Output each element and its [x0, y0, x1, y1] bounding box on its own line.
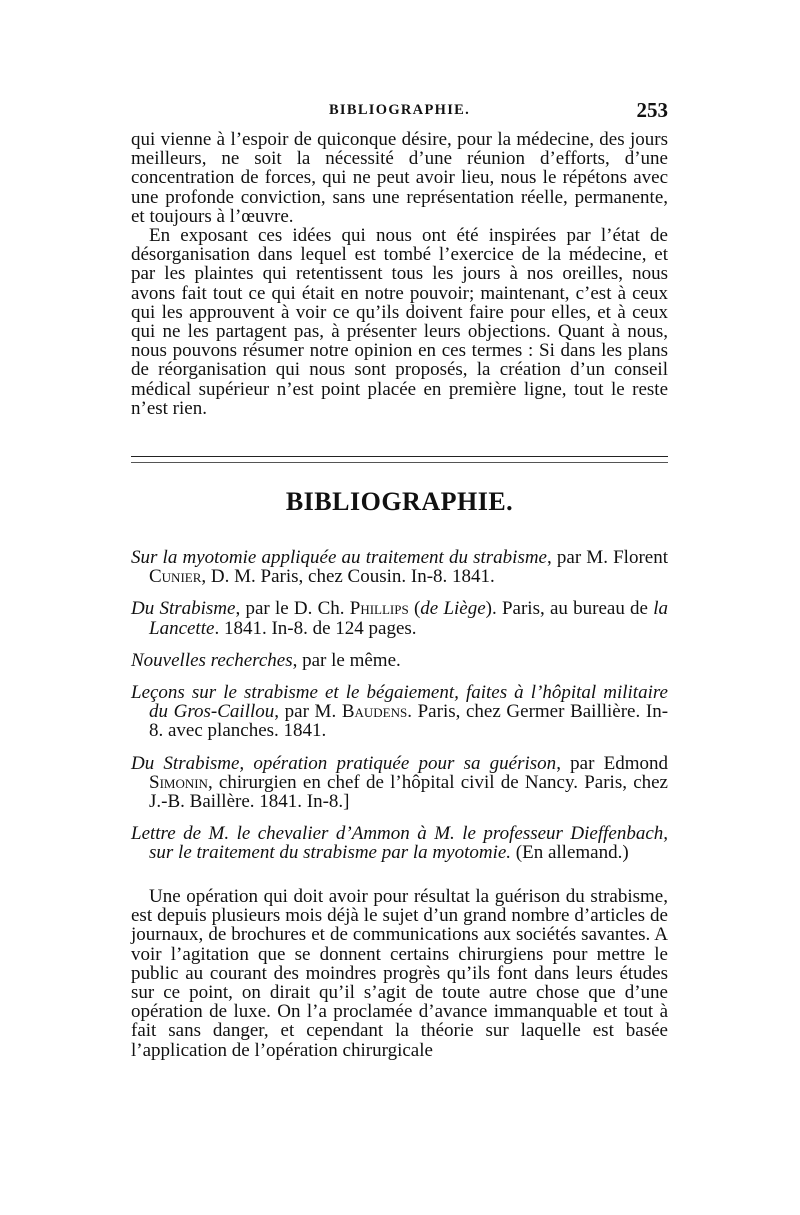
section-divider	[131, 456, 668, 463]
entry-title: Du Strabisme, opération pratiquée pour sa guérison	[131, 752, 557, 774]
journal-name: la Lancette	[149, 598, 668, 639]
bibliography-entry: Nouvelles recherches, par le même.	[131, 649, 401, 671]
entry-title: Leçons sur le strabisme et le bégaiement, faites à l’hôpital militaire du Gros-Caillou	[131, 682, 668, 723]
entry-title: Nouvelles recherches	[131, 649, 293, 671]
bibliography-entry: Lettre de M. le chevalier d’Ammon à M. le professeur Dieffenbach, sur le traitement du strabisme par la myotomie. (En allemand.)	[131, 823, 668, 864]
paragraph: En exposant ces idées qui nous ont été inspirées par l’état de désorganisation dans lequel est tombé l’exercice de la médecine, et par les plaintes qui retentissent tous les jours à nos oreilles, nous avons fait tout ce qui était en notre pouvoir; maintenant, c’est à ceux qui les approuvent à voir ce qu’ils doivent faire pour elles, et à ceux qui ne les partagent pas, à présenter leurs objections. Quant à nous, nous pouvons résumer notre opinion en ces termes : Si dans les plans de réorganisation qui nous sont proposés, la création d’un conseil médical supérieur n’est point placée en première ligne, tout le reste n’est rien.	[131, 225, 668, 419]
section-title: BIBLIOGRAPHIE.	[285, 487, 514, 516]
bibliography-list	[131, 548, 668, 876]
running-title: BIBLIOGRAPHIE.	[328, 102, 471, 118]
review-text	[131, 887, 668, 1060]
bibliography-entry: Du Strabisme, par le D. Ch. Phillips (de Liège). Paris, au bureau de la Lancette. 1841. In-8. de 124 pages.	[131, 598, 668, 639]
bibliography-entry: Leçons sur le strabisme et le bégaiement, faites à l’hôpital militaire du Gros-Caillou, par M. Baudens. Paris, chez Germer Baillière. In-8. avec planches. 1841.	[131, 682, 669, 742]
entry-title: Du Strabisme	[131, 598, 236, 620]
continued-text	[131, 130, 668, 418]
entry-title: Sur la myotomie appliquée au traitement du strabisme	[131, 547, 547, 568]
bibliography-entry: Du Strabisme, opération pratiquée pour sa guérison, par Edmond Simonin, chirurgien en chef de l’hôpital civil de Nancy. Paris, chez J.-B. Baillère. 1841. In-8.]	[131, 752, 668, 813]
author-name: Phillips	[349, 598, 409, 620]
paragraph: qui vienne à l’espoir de quiconque désire, pour la médecine, des jours meilleurs, ne soit la nécessité d’une réunion d’efforts, d’une concentration de forces, qui ne peut avoir lieu, nous le répétons avec une profonde conviction, sans une représentation réelle, permanente, et toujours à l’œuvre.	[131, 129, 668, 227]
page-number: 253	[636, 98, 668, 122]
bibliography-entry: Sur la myotomie appliquée au traitement du strabisme, par M. Florent Cunier, D. M. Paris, chez Cousin. In-8. 1841.	[131, 547, 668, 588]
author-place: de Liège	[420, 598, 486, 620]
running-header	[131, 98, 668, 122]
author-name: Baudens	[341, 701, 408, 723]
author-name: Simonin	[149, 771, 208, 793]
entry-title: Lettre de M. le chevalier d’Ammon à M. le professeur Dieffenbach, sur le traitement du strabisme par la myotomie.	[131, 823, 668, 864]
author-name: Cunier	[149, 566, 202, 588]
paragraph: Une opération qui doit avoir pour résultat la guérison du strabisme, est depuis plusieurs mois déjà le sujet d’un grand nombre d’articles de journaux, de brochures et de communications aux sociétés savantes. A voir l’agitation que se donnent certains chirurgiens pour mettre le public au courant des moindres progrès qu’ils font dans leurs études sur ce point, on dirait qu’il s’agit de toute autre chose que d’une opération de luxe. On l’a proclamée d’avance immanquable et tout à fait sans danger, et cependant la théorie sur laquelle est basée l’application de l’opération chirurgicale	[131, 886, 668, 1061]
